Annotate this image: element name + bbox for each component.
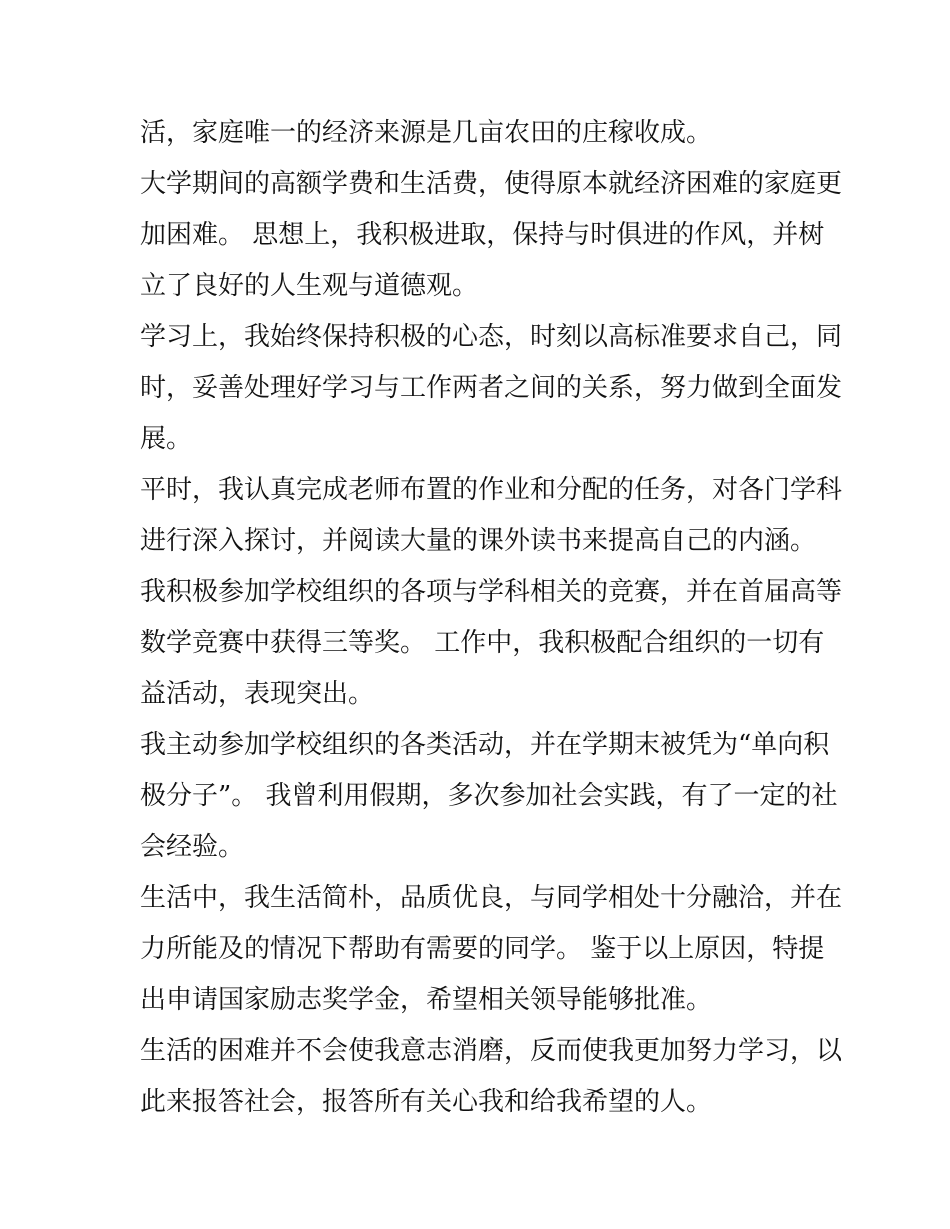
text-line-3: 加困难。 思想上，我积极进取，保持与时俱进的作风，并树 — [140, 220, 825, 250]
text-line-12: 益活动，表现突出。 — [140, 679, 375, 709]
text-line-13: 我主动参加学校组织的各类活动，并在学期末被凭为“单向积 — [140, 730, 830, 760]
text-line-10: 我积极参加学校组织的各项与学科相关的竞赛，并在首届高等 — [140, 577, 843, 607]
text-line-6: 时，妥善处理好学习与工作两者之间的关系，努力做到全面发 — [140, 373, 843, 403]
text-line-5: 学习上，我始终保持积极的心态，时刻以高标准要求自己，同 — [140, 322, 843, 352]
text-line-16: 生活中，我生活简朴，品质优良，与同学相处十分融洽，并在 — [140, 883, 843, 913]
text-line-20: 此来报答社会，报答所有关心我和给我希望的人。 — [140, 1087, 713, 1117]
text-line-9: 进行深入探讨，并阅读大量的课外读书来提高自己的内涵。 — [140, 526, 817, 556]
text-line-17: 力所能及的情况下帮助有需要的同学。 鉴于以上原因，特提 — [140, 934, 825, 964]
text-line-1: 活，家庭唯一的经济来源是几亩农田的庄稼收成。 — [140, 118, 713, 148]
body-text — [140, 108, 843, 1128]
text-line-2: 大学期间的高额学费和生活费，使得原本就经济困难的家庭更 — [140, 169, 843, 199]
text-line-19: 生活的困难并不会使我意志消磨，反而使我更加努力学习，以 — [140, 1036, 843, 1066]
text-line-8: 平时，我认真完成老师布置的作业和分配的任务，对各门学科 — [140, 475, 843, 505]
text-line-4: 立了良好的人生观与道德观。 — [140, 271, 479, 301]
text-line-15: 会经验。 — [140, 832, 245, 862]
text-line-14: 极分子”。 我曾利用假期，多次参加社会实践，有了一定的社 — [140, 781, 838, 811]
text-line-11: 数学竞赛中获得三等奖。 工作中，我积极配合组织的一切有 — [140, 628, 825, 658]
text-line-18: 出申请国家励志奖学金，希望相关领导能够批准。 — [140, 985, 713, 1015]
text-line-7: 展。 — [140, 424, 193, 454]
